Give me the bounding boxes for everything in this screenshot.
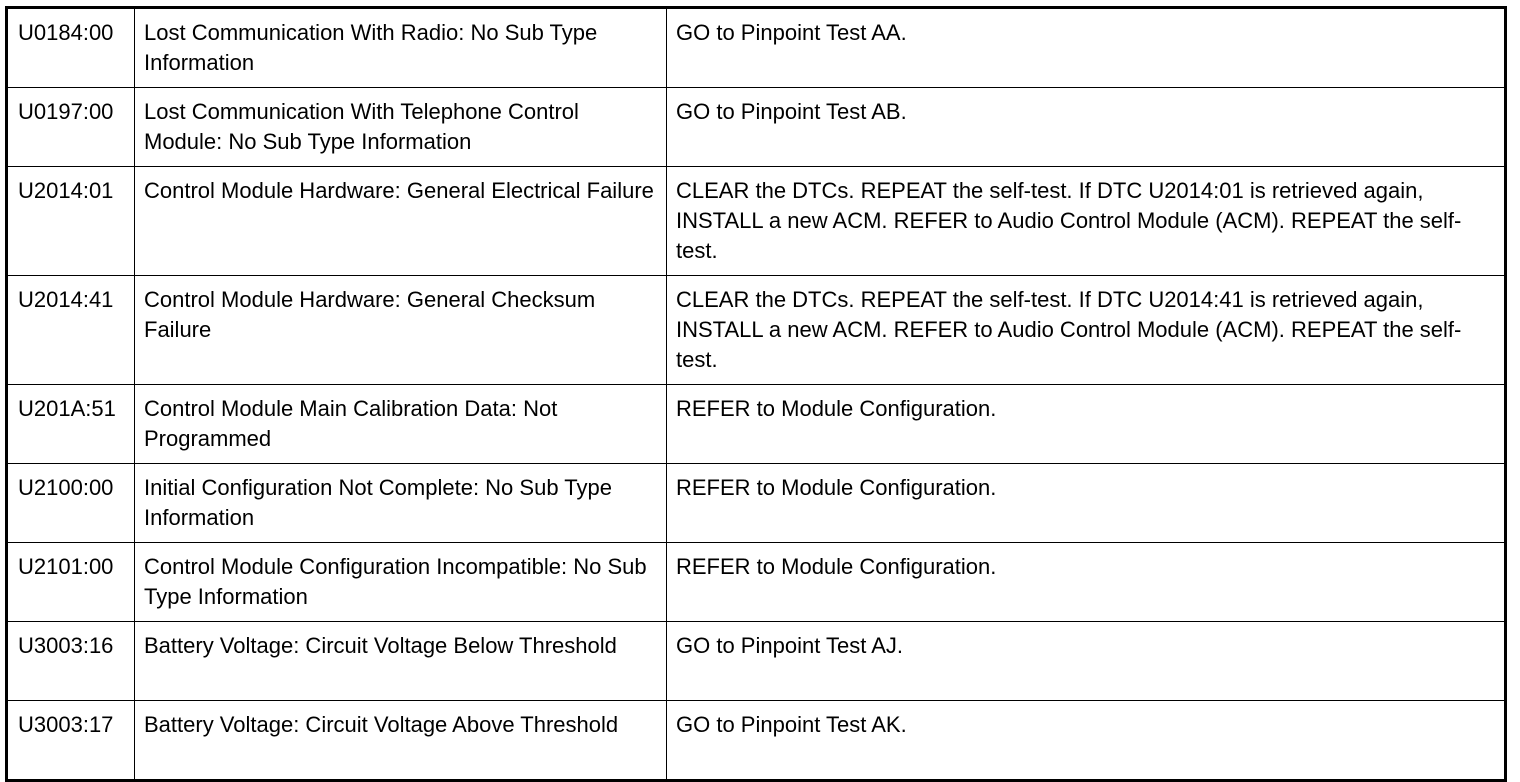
table-row (7, 276, 1506, 385)
table-row (7, 88, 1506, 167)
dtc-action: REFER to Module Configuration. (667, 543, 1506, 622)
dtc-description: Control Module Main Calibration Data: Not Programmed (135, 385, 667, 464)
dtc-description: Battery Voltage: Circuit Voltage Below Threshold (135, 622, 667, 701)
dtc-action: GO to Pinpoint Test AJ. (667, 622, 1506, 701)
dtc-action: REFER to Module Configuration. (667, 464, 1506, 543)
dtc-code: U2014:41 (7, 276, 135, 385)
dtc-description: Control Module Configuration Incompatible: No Sub Type Information (135, 543, 667, 622)
dtc-action: CLEAR the DTCs. REPEAT the self-test. If DTC U2014:41 is retrieved again, INSTALL a new ACM. REFER to Audio Control Module (ACM). REPEAT the self-test. (667, 276, 1506, 385)
table-row (7, 167, 1506, 276)
dtc-action: GO to Pinpoint Test AB. (667, 88, 1506, 167)
table-row (7, 385, 1506, 464)
dtc-table (5, 6, 1507, 782)
table-row (7, 8, 1506, 88)
dtc-action: REFER to Module Configuration. (667, 385, 1506, 464)
table-row (7, 701, 1506, 781)
dtc-action: CLEAR the DTCs. REPEAT the self-test. If DTC U2014:01 is retrieved again, INSTALL a new ACM. REFER to Audio Control Module (ACM). REPEAT the self-test. (667, 167, 1506, 276)
dtc-action: GO to Pinpoint Test AA. (667, 8, 1506, 88)
dtc-code: U2100:00 (7, 464, 135, 543)
table-row (7, 543, 1506, 622)
dtc-action: GO to Pinpoint Test AK. (667, 701, 1506, 781)
dtc-description: Control Module Hardware: General Electrical Failure (135, 167, 667, 276)
dtc-code: U0184:00 (7, 8, 135, 88)
table-row (7, 622, 1506, 701)
dtc-description: Lost Communication With Radio: No Sub Type Information (135, 8, 667, 88)
dtc-code: U2101:00 (7, 543, 135, 622)
dtc-code: U2014:01 (7, 167, 135, 276)
dtc-description: Initial Configuration Not Complete: No Sub Type Information (135, 464, 667, 543)
dtc-description: Battery Voltage: Circuit Voltage Above Threshold (135, 701, 667, 781)
dtc-code: U201A:51 (7, 385, 135, 464)
dtc-code: U3003:17 (7, 701, 135, 781)
dtc-code: U3003:16 (7, 622, 135, 701)
dtc-code: U0197:00 (7, 88, 135, 167)
dtc-description: Lost Communication With Telephone Control Module: No Sub Type Information (135, 88, 667, 167)
table-row (7, 464, 1506, 543)
dtc-description: Control Module Hardware: General Checksum Failure (135, 276, 667, 385)
